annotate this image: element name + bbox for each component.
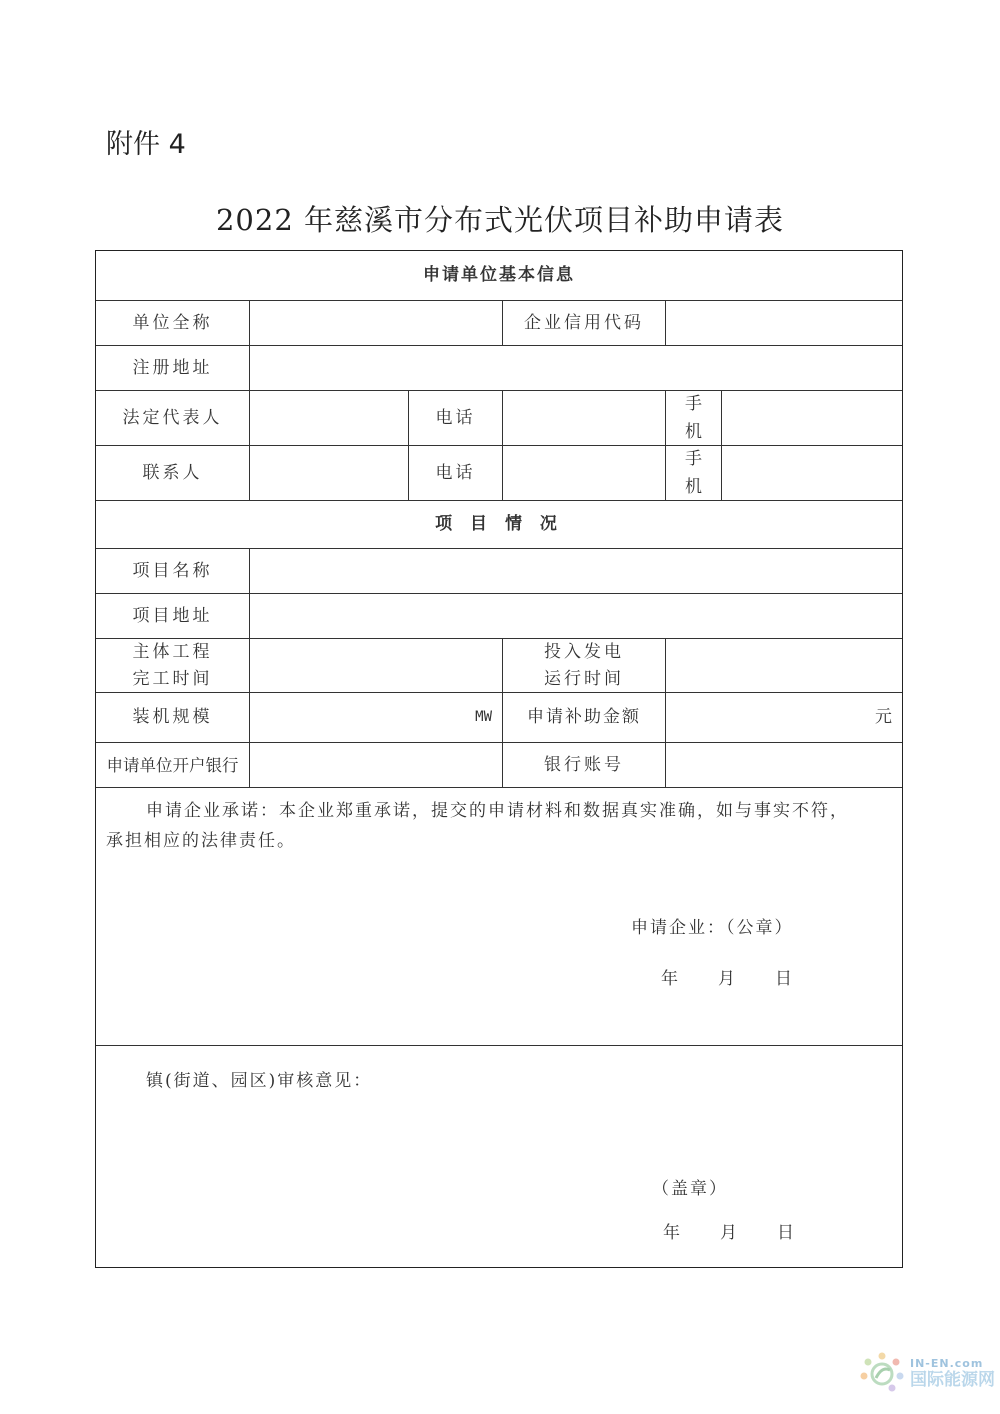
account-field[interactable] [666, 743, 902, 788]
applicant-date: 年 月 日 [661, 969, 794, 989]
project-address-label: 项目地址 [96, 594, 250, 639]
logo-en-text: IN-EN.com [910, 1357, 984, 1370]
commitment-line-2: 承担相应的法律责任。 [106, 831, 296, 851]
review-seal: （盖章） [652, 1179, 728, 1199]
section2-header: 项 目 情 况 [96, 501, 902, 549]
contact-phone-field[interactable] [503, 446, 666, 501]
subsidy-amount-label: 申请补助金额 [503, 693, 666, 743]
legal-rep-mobile-label [666, 391, 722, 446]
project-name-field[interactable] [250, 549, 902, 594]
section1-header: 申请单位基本信息 [96, 251, 902, 301]
subsidy-amount-field[interactable] [666, 693, 902, 743]
contact-mobile-field[interactable] [722, 446, 902, 501]
mobile-label-char-1: 手 [685, 394, 702, 414]
account-label: 银行账号 [503, 743, 666, 788]
completion-time-field[interactable] [250, 639, 503, 693]
legal-rep-field[interactable] [250, 391, 409, 446]
legal-rep-mobile-field[interactable] [722, 391, 902, 446]
mobile-label-char-2: 机 [685, 422, 702, 442]
contact-field[interactable] [250, 446, 409, 501]
operation-time-label [503, 639, 666, 693]
review-section [96, 1046, 902, 1267]
watermark-logo [858, 1348, 995, 1396]
review-date: 年 月 日 [663, 1223, 796, 1243]
credit-code-field[interactable] [666, 301, 902, 346]
credit-code-label: 企业信用代码 [503, 301, 666, 346]
capacity-label: 装机规模 [96, 693, 250, 743]
address-label: 注册地址 [96, 346, 250, 391]
page-title: 2022 年慈溪市分布式光伏项目补助申请表 [215, 203, 785, 237]
operation-time-field[interactable] [666, 639, 902, 693]
attachment-label: 附件 4 [106, 129, 186, 160]
operation-label-line-2: 运行时间 [544, 668, 624, 689]
legal-rep-phone-field[interactable] [503, 391, 666, 446]
legal-rep-label: 法定代表人 [96, 391, 250, 446]
completion-label-line-1: 主体工程 [132, 641, 213, 662]
completion-time-label [96, 639, 250, 693]
bank-field[interactable] [250, 743, 503, 788]
unit-name-label: 单位全称 [96, 301, 250, 346]
applicant-seal: 申请企业：（公章） [631, 918, 794, 938]
operation-label-line-1: 投入发电 [544, 641, 624, 662]
mobile-label-char-1: 手 [685, 449, 702, 469]
address-field[interactable] [250, 346, 902, 391]
completion-label-line-2: 完工时间 [132, 668, 213, 689]
contact-label: 联系人 [96, 446, 250, 501]
subsidy-unit: 元 [875, 707, 892, 727]
legal-rep-phone-label: 电话 [409, 391, 503, 446]
application-form [95, 250, 903, 1268]
commitment-line-1: 申请企业承诺：本企业郑重承诺，提交的申请材料和数据真实准确，如与事实不符， [146, 801, 849, 821]
review-label: 镇(街道、园区)审核意见： [146, 1071, 373, 1091]
commitment-section [96, 788, 902, 1046]
sun-logo-icon [858, 1348, 906, 1396]
mobile-label-char-2: 机 [685, 477, 702, 497]
project-address-field[interactable] [250, 594, 902, 639]
contact-mobile-label [666, 446, 722, 501]
project-name-label: 项目名称 [96, 549, 250, 594]
unit-name-field[interactable] [250, 301, 503, 346]
bank-label: 申请单位开户银行 [96, 743, 250, 788]
contact-phone-label: 电话 [409, 446, 503, 501]
capacity-field[interactable] [250, 693, 503, 743]
logo-cn-text: 国际能源网 [910, 1370, 995, 1390]
capacity-unit: MW [475, 709, 492, 725]
